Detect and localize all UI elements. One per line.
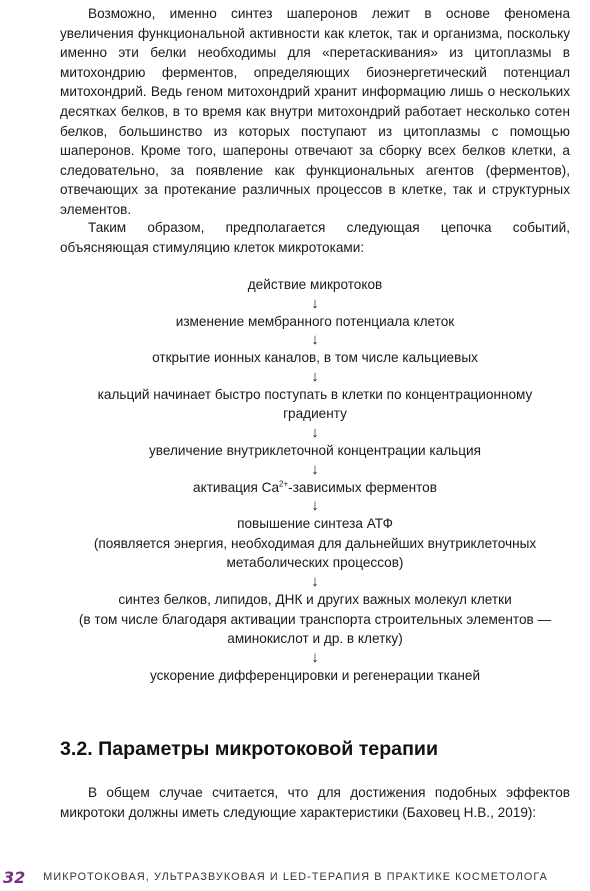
page-footer <box>0 866 590 888</box>
paragraph-text: В общем случае считается, что для достижения подобных эффектов микротоки должны иметь следующие характеристики (Баховец Н.В., 2019): <box>60 785 570 820</box>
chain-step-1: действие микротоков <box>247 277 383 292</box>
chain-step-7-line-3: метаболических процессов) <box>226 555 404 571</box>
down-arrow-icon: ↓ <box>311 572 319 590</box>
paragraph-text: Возможно, именно синтез шаперонов лежит в основе феномена увеличения функциональной активности как клеток, так и организма, поскольку именно эти белки необходимы для «перетаскивания» из цитоплазмы в митохондрию ферментов, определяющих биоэнергетический потенциал митохондрий. Ведь геном митохондрий хранит информацию лишь о нескольких десятках белков, в то время как внутри митохондрий работает несколько сотен белков, большинство из которых поступают из цитоплазмы с помощью шаперонов. Кроме того, шапероны отвечают за сборку всех белков клетки, а следовательно, за появление как функциональных агентов (ферментов), отвечающих за протекание различных процессов в клетке, так и структурных элементов. <box>60 6 570 217</box>
chain-step-6-suffix: -зависимых ферментов <box>288 479 437 495</box>
chain-step-6 <box>60 478 570 498</box>
down-arrow-icon: ↓ <box>311 423 319 441</box>
down-arrow-icon: ↓ <box>311 294 319 312</box>
paragraph-chaperones <box>60 4 570 220</box>
page-number: 32 <box>3 867 26 887</box>
chain-step-3: открытие ионных каналов, в том числе кальциевых <box>152 350 478 366</box>
down-arrow-icon: ↓ <box>311 648 319 666</box>
chain-step-8-line-3: аминокислот и др. в клетку) <box>227 631 403 647</box>
section-heading: 3.2. Параметры микротоковой терапии <box>60 738 438 760</box>
chain-step-4-line-2: градиенту <box>283 406 347 422</box>
event-chain <box>60 275 570 685</box>
chain-step-2: изменение мембранного потенциала клеток <box>175 313 455 329</box>
chain-step-6-prefix: активация Ca <box>193 479 280 495</box>
down-arrow-icon: ↓ <box>311 367 319 385</box>
down-arrow-icon: ↓ <box>311 331 319 349</box>
paragraph-text: Таким образом, предполагается следующая цепочка событий, объясняющая стимуляцию клеток микротоками: <box>60 220 570 255</box>
chain-step-4-line-1: кальций начинает быстро поступать в клетки по концентрационному <box>97 386 533 402</box>
chain-step-8-line-2: (в том числе благодаря активации транспорта строительных элементов — <box>78 611 552 627</box>
running-title: МИКРОТОКОВАЯ, УЛЬТРАЗВУКОВАЯ И LED-ТЕРАПИЯ В ПРАКТИКЕ КОСМЕТОЛОГА <box>43 871 548 883</box>
paragraph-parameters-intro <box>60 783 570 822</box>
calcium-charge-superscript: 2+ <box>279 479 289 489</box>
chain-step-7-line-1: повышение синтеза АТФ <box>237 516 393 532</box>
chain-step-8-line-1: синтез белков, липидов, ДНК и других важных молекул клетки <box>118 591 512 607</box>
chain-step-5: увеличение внутриклеточной концентрации кальция <box>148 442 481 458</box>
chain-step-9: ускорение дифференцировки и регенерации тканей <box>149 667 481 683</box>
paragraph-chain-intro <box>60 218 570 257</box>
chain-step-7-line-2: (появляется энергия, необходимая для дальнейших внутриклеточных <box>93 535 537 551</box>
down-arrow-icon: ↓ <box>311 497 319 515</box>
down-arrow-icon: ↓ <box>311 460 319 478</box>
